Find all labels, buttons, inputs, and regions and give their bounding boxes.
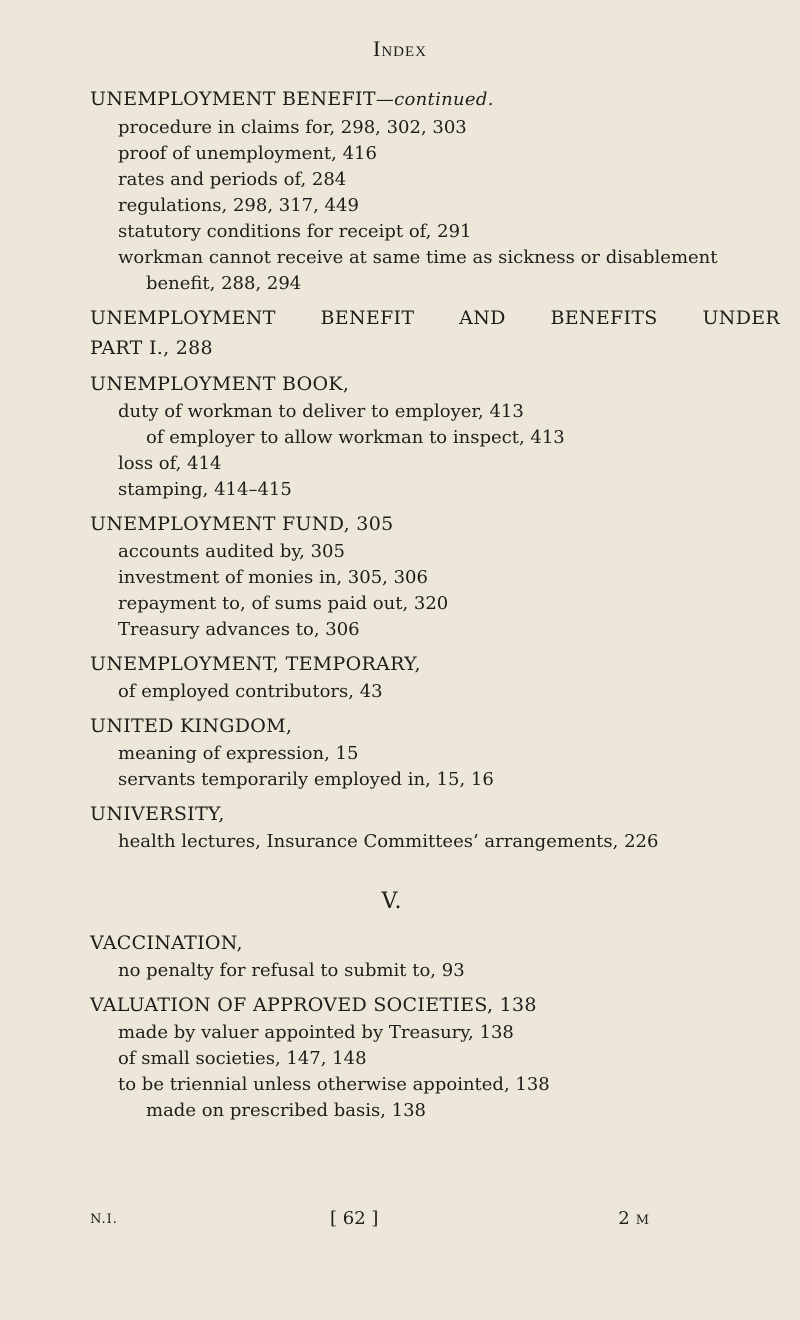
index-entry-unemployment-book	[90, 369, 780, 503]
index-entry-unemployment-benefit	[90, 84, 780, 297]
sub-entry: proof of unemployment, 416	[118, 143, 377, 164]
sub-entry: made by valuer appointed by Treasury, 138	[118, 1022, 514, 1043]
sub-entry: of employed contributors, 43	[118, 681, 383, 702]
page-footer	[90, 1208, 650, 1238]
sub-entry: health lectures, Insurance Committees’ arrangements, 226	[118, 831, 659, 852]
sub-entry: repayment to, of sums paid out, 320	[118, 593, 449, 614]
sub-entry: workman cannot receive at same time as sickness or disablement	[118, 247, 718, 268]
sub-entry: meaning of expression, 15	[118, 743, 359, 764]
sub-entry: duty of workman to deliver to employer, 413	[118, 401, 524, 422]
index-entry-benefits-under-part-i	[90, 303, 780, 363]
entry-heading-continuation: PART I., 288	[90, 337, 213, 359]
entry-heading: VALUATION OF APPROVED SOCIETIES, 138	[90, 994, 537, 1016]
entry-heading: UNEMPLOYMENT, TEMPORARY,	[90, 653, 421, 675]
sub-entry: loss of, 414	[118, 453, 222, 474]
signature-mark-left: N.I.	[90, 1212, 118, 1227]
entry-heading: VACCINATION,	[90, 932, 243, 954]
entry-heading: UNEMPLOYMENT FUND, 305	[90, 513, 394, 535]
signature-number: 2	[618, 1208, 630, 1229]
sub-entry: of small societies, 147, 148	[118, 1048, 367, 1069]
sub-entry-nested: made on prescribed basis, 138	[146, 1100, 427, 1121]
entry-heading: UNITED KINGDOM,	[90, 715, 293, 737]
signature-letter: M	[635, 1213, 650, 1228]
index-entry-university	[90, 799, 780, 855]
sub-entry: no penalty for refusal to submit to, 93	[118, 960, 465, 981]
entry-heading: UNEMPLOYMENT BOOK,	[90, 373, 350, 395]
page-header	[0, 36, 800, 62]
entry-heading: UNEMPLOYMENT BENEFIT AND BENEFITS UNDER	[90, 307, 780, 329]
index-entry-vaccination	[90, 928, 780, 984]
heading-text: UNEMPLOYMENT BENEFIT	[90, 88, 376, 110]
sub-entry: servants temporarily employed in, 15, 16	[118, 769, 494, 790]
sub-entry: Treasury advances to, 306	[118, 619, 360, 640]
sub-entry: rates and periods of, 284	[118, 169, 347, 190]
entry-heading	[90, 84, 780, 115]
index-content	[90, 84, 780, 1124]
sub-entry: investment of monies in, 305, 306	[118, 567, 428, 588]
sub-entry: statutory conditions for receipt of, 291	[118, 221, 472, 242]
entry-heading: UNIVERSITY,	[90, 803, 225, 825]
index-entry-valuation	[90, 990, 780, 1124]
sub-entry: regulations, 298, 317, 449	[118, 195, 359, 216]
index-entry-unemployment-temporary	[90, 649, 780, 705]
sub-entry: accounts audited by, 305	[118, 541, 345, 562]
index-entry-unemployment-fund	[90, 509, 780, 643]
section-letter-v: V.	[381, 889, 403, 914]
sub-entry: stamping, 414–415	[118, 479, 292, 500]
continued-note: —continued.	[375, 89, 494, 110]
index-entry-united-kingdom	[90, 711, 780, 793]
page-number: [ 62 ]	[330, 1208, 379, 1229]
sub-entry-continuation: benefit, 288, 294	[146, 273, 302, 294]
sub-entry: procedure in claims for, 298, 302, 303	[118, 117, 467, 138]
header-title: Index	[373, 36, 427, 61]
sub-entry: to be triennial unless otherwise appointed, 138	[118, 1074, 550, 1095]
sub-entry-nested: of employer to allow workman to inspect, 413	[146, 427, 565, 448]
signature-mark-right	[618, 1208, 650, 1229]
